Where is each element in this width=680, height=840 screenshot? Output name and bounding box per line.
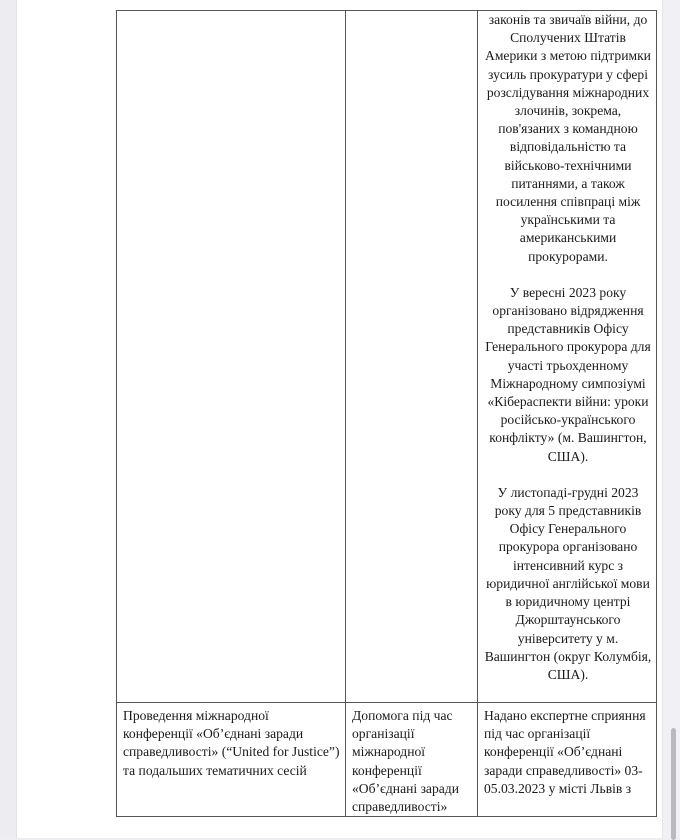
table-cell-measure <box>117 11 346 703</box>
vertical-scrollbar-thumb[interactable] <box>671 728 676 840</box>
table-row <box>117 11 657 703</box>
table-row <box>117 703 657 817</box>
document-table <box>116 10 657 817</box>
results-paragraph: У вересні 2023 року організовано відрядження представників Офісу Генерального прокурора для участі трьохденному Міжнародному симпозіумі «Кібераспекти війни: уроки російсько-українського конфлікту» (м. Вашингтон, США). <box>485 284 651 464</box>
results-paragraph: У листопаді-грудні 2023 року для 5 представників Офісу Генерального прокурора організовано інтенсивний курс з юридичної англійської мови в юридичному центрі Джорштаунського університету у м. Вашингтон (округ Колумбія, США). <box>484 484 652 682</box>
table-cell-assistance <box>346 11 478 703</box>
table-cell-assistance: Допомога під час організації міжнародної конференції «Об’єднані заради справедливості» <box>346 703 478 817</box>
table-cell-results <box>478 703 657 817</box>
left-gutter <box>0 0 17 838</box>
right-gutter <box>662 0 680 838</box>
results-paragraph: законів та звичаїв війни, до Сполучених Штатів Америки з метою підтримки зусиль прокуратури у сфері розслідування міжнародних злочинів, зокрема, пов'язаних з командною відповідальністю та військово-технічними питаннями, а також посилення співпраці між українськими та американськими прокурорами. <box>485 12 651 264</box>
results-paragraph: Надано експертне сприяння під час організації конференції «Об’єднані заради справедливості» 03-05.03.2023 у місті Львів з <box>484 708 646 796</box>
table-cell-results <box>478 11 657 703</box>
table-cell-measure: Проведення міжнародної конференції «Об’єднані заради справедливості» (“United for Justice”) та подальших тематичних сесій <box>117 703 346 817</box>
